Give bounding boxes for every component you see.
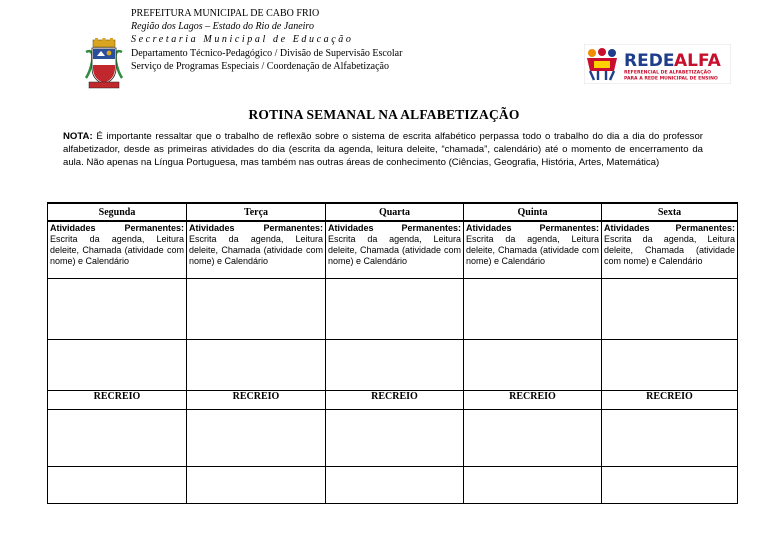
empty-cell[interactable] (326, 410, 464, 467)
city-crest-icon (84, 38, 124, 90)
header-servico: Serviço de Programas Especiais / Coordenação de Alfabetização (131, 60, 389, 72)
empty-cell[interactable] (602, 340, 738, 391)
day-header-quinta: Quinta (464, 203, 602, 221)
note-label: NOTA: (63, 131, 93, 142)
empty-cell[interactable] (187, 467, 326, 504)
day-header-quarta: Quarta (326, 203, 464, 221)
activity-title-word1: Atividades (50, 223, 96, 233)
note-text: É importante ressaltar que o trabalho de reflexão sobre o sistema de escrita alfabético perpassa todo o trabalho do dia a dia do professor alfabetizador, desde as primeiras atividades do dia (escrita da agenda, leitura deleite, “chamada”, calendário) até o momento de encerramento da aula. Não apenas na Língua Portuguesa, mas também nas outras áreas de conhecimento (Ciências, Geografia, História, Artes, Matemática) (63, 131, 704, 168)
recreio-cell-quarta: RECREIO (326, 391, 464, 410)
table-row-empty (48, 340, 738, 391)
empty-cell[interactable] (464, 279, 602, 340)
empty-cell[interactable] (602, 467, 738, 504)
activity-title-word1: Atividades (604, 223, 650, 233)
activity-title-word1: Atividades (189, 223, 235, 233)
recreio-cell-quinta: RECREIO (464, 391, 602, 410)
empty-cell[interactable] (326, 279, 464, 340)
activity-description: Escrita da agenda, Leitura deleite, Chamada (atividade com nome) e Calendário (466, 234, 599, 266)
day-header-segunda: Segunda (48, 203, 187, 221)
empty-cell[interactable] (48, 467, 187, 504)
weekly-routine-table (47, 202, 738, 504)
empty-cell[interactable] (464, 340, 602, 391)
day-header-terca: Terça (187, 203, 326, 221)
table-row-recreio (48, 391, 738, 410)
table-row-empty (48, 279, 738, 340)
table-row-empty (48, 410, 738, 467)
recreio-cell-terca: RECREIO (187, 391, 326, 410)
empty-cell[interactable] (602, 410, 738, 467)
header-regiao: Região dos Lagos – Estado do Rio de Janeiro (131, 21, 314, 33)
empty-cell[interactable] (48, 279, 187, 340)
day-header-sexta: Sexta (602, 203, 738, 221)
header-prefeitura: PREFEITURA MUNICIPAL DE CABO FRIO (131, 8, 320, 19)
recreio-cell-segunda: RECREIO (48, 391, 187, 410)
activity-title-word2: Permanentes: (675, 223, 735, 233)
empty-cell[interactable] (187, 279, 326, 340)
empty-cell[interactable] (187, 340, 326, 391)
table-row-empty (48, 467, 738, 504)
activity-title-word1: Atividades (466, 223, 512, 233)
empty-cell[interactable] (464, 410, 602, 467)
empty-cell[interactable] (326, 340, 464, 391)
activity-cell-quinta[interactable] (464, 221, 602, 279)
note-paragraph (63, 130, 703, 169)
table-row-permanent-activities (48, 221, 738, 279)
logo-alfa-text: ALFA (674, 51, 721, 71)
activity-cell-segunda[interactable] (48, 221, 187, 279)
empty-cell[interactable] (48, 410, 187, 467)
logo-tagline-2: PARA A REDE MUNICIPAL DE ENSINO (624, 76, 718, 82)
activity-cell-sexta[interactable] (602, 221, 738, 279)
header-departamento: Departamento Técnico-Pedagógico / Divisão de Supervisão Escolar (131, 47, 403, 59)
empty-cell[interactable] (464, 467, 602, 504)
empty-cell[interactable] (187, 410, 326, 467)
logo-tagline-1: REFERENCIAL DE ALFABETIZAÇÃO (624, 70, 712, 76)
logo-rede-text: REDE (624, 51, 675, 71)
activity-title-word1: Atividades (328, 223, 374, 233)
activity-title-word2: Permanentes: (263, 223, 323, 233)
activity-description: Escrita da agenda, Leitura deleite, Chamada (atividade com nome) e Calendário (50, 234, 184, 266)
activity-cell-quarta[interactable] (326, 221, 464, 279)
activity-description: Escrita da agenda, Leitura deleite, Chamada (atividade com nome) e Calendário (604, 234, 735, 266)
recreio-cell-sexta: RECREIO (602, 391, 738, 410)
activity-title-word2: Permanentes: (539, 223, 599, 233)
activity-title-word2: Permanentes: (124, 223, 184, 233)
table-header-row (48, 203, 738, 221)
redealfa-logo (584, 44, 731, 84)
header-secretaria: Secretaria Municipal de Educação (131, 34, 354, 46)
activity-cell-terca[interactable] (187, 221, 326, 279)
institution-header (131, 7, 402, 73)
empty-cell[interactable] (48, 340, 187, 391)
activity-description: Escrita da agenda, Leitura deleite, Chamada (atividade com nome) e Calendário (189, 234, 323, 266)
document-title: ROTINA SEMANAL NA ALFABETIZAÇÃO (248, 107, 520, 122)
activity-title-word2: Permanentes: (401, 223, 461, 233)
empty-cell[interactable] (602, 279, 738, 340)
empty-cell[interactable] (326, 467, 464, 504)
activity-description: Escrita da agenda, Leitura deleite, Chamada (atividade com nome) e Calendário (328, 234, 461, 266)
